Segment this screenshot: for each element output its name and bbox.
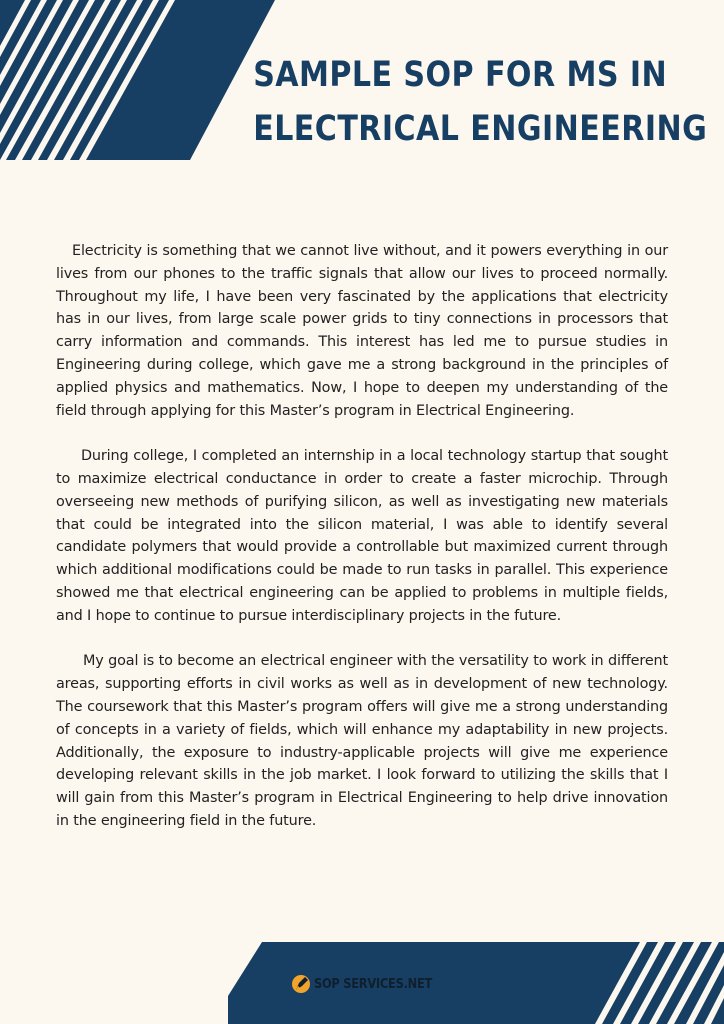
paragraph-1: Electricity is something that we cannot live without, and it powers everything in our lives from our phones to the traffic signals that allow our lives to proceed normally. Throughout my life, I have been very fascinated by the applications that electricity has in our lives, from large scale power grids to tiny connections in processors that carry information and commands. This interest has led me to pursue studies in Engineering during college, which gave me a strong background in the principles of applied physics and mathematics. Now, I hope to deepen my understanding of the field through applying for this Master’s program in Electrical Engineering. xyxy=(56,243,668,419)
page-title-line-2: ELECTRICAL ENGINEERING xyxy=(253,109,708,149)
logo-text: SOP SERVICES.NET xyxy=(314,976,433,992)
paragraph-2: During college, I completed an internship in a local technology startup that sought to maximize electrical conductance in order to create a faster microchip. Through overseeing new methods of purifying silicon, as well as investigating new materials that could be integrated into the silicon material, I was able to identify several candidate polymers that would provide a controllable but maximized current through which additional modifications could be made to run tasks in parallel. This experience showed me that electrical engineering can be applied to problems in multiple fields, and I hope to continue to pursue interdisciplinary projects in the future. xyxy=(56,448,668,624)
page-title-line-1: SAMPLE SOP FOR MS IN xyxy=(253,55,668,95)
sop-body xyxy=(56,240,668,856)
paragraph-3: My goal is to become an electrical engineer with the versatility to work in different areas, supporting efforts in civil works as well as in development of new technology. The coursework that this Master’s program offers will give me a strong understanding of concepts in a variety of fields, which will enhance my adaptability in new projects. Additionally, the exposure to industry-applicable projects will give me experience developing relevant skills in the job market. I look forward to utilizing the skills that I will gain from this Master’s program in Electrical Engineering to help drive innovation in the engineering field in the future. xyxy=(56,653,668,829)
pen-icon xyxy=(290,973,312,995)
page-title xyxy=(253,48,708,156)
sop-services-logo xyxy=(290,972,448,996)
